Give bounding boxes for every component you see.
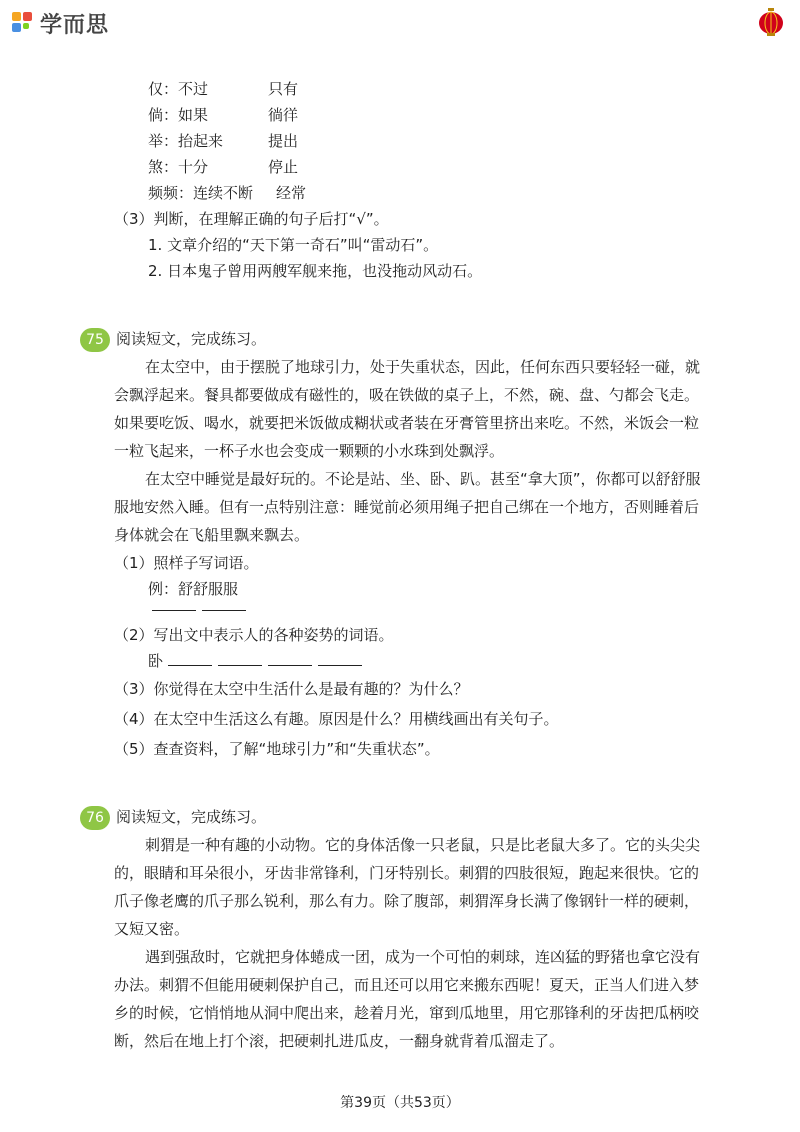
passage-line: 的，眼睛和耳朵很小，牙齿非常锋利，门牙特别长。刺猬的四肢很短，跑起来很快。它的 bbox=[114, 864, 700, 882]
vocab-synonym: 只有 bbox=[268, 80, 299, 98]
statement-item: 1. 文章介绍的“天下第一奇石”叫“雷动石”。 bbox=[148, 236, 439, 254]
exercise-heading bbox=[80, 804, 266, 830]
passage-line: 办法。刺猬不但能用硬刺保护自己，而且还可以用它来搬东西呢！夏天，正当人们进入梦 bbox=[114, 976, 700, 994]
statement-item: 2. 日本鬼子曾用两艘军舰来拖，也没拖动风动石。 bbox=[148, 262, 483, 280]
exercise-number-badge: 76 bbox=[80, 806, 110, 830]
passage-line: 一粒飞起来，一杯子水也会变成一颗颗的小水珠到处飘浮。 bbox=[114, 442, 505, 460]
question-text: （5）查查资料，了解“地球引力”和“失重状态”。 bbox=[114, 740, 440, 758]
question-text: （2）写出文中表示人的各种姿势的词语。 bbox=[114, 626, 394, 644]
vocab-word: 煞：十分 bbox=[148, 158, 209, 176]
exercise-number-badge: 75 bbox=[80, 328, 110, 352]
passage-line: 身体就会在飞船里飘来飘去。 bbox=[114, 526, 310, 544]
answer-blank[interactable] bbox=[318, 651, 362, 666]
lantern-icon bbox=[758, 8, 784, 38]
passage-line: 遇到强敌时，它就把身体蜷成一团，成为一个可怕的刺球，连凶猛的野猪也拿它没有 bbox=[145, 948, 701, 966]
brand-logo bbox=[12, 6, 109, 40]
passage-line: 断，然后在地上打个滚，把硬刺扎进瓜皮，一翻身就背着瓜溜走了。 bbox=[114, 1032, 565, 1050]
passage-line: 在太空中，由于摆脱了地球引力，处于失重状态，因此，任何东西只要轻轻一碰，就 bbox=[145, 358, 701, 376]
question-text: （3）你觉得在太空中生活什么是最有趣的？为什么？ bbox=[114, 680, 469, 698]
exercise-title: 阅读短文，完成练习。 bbox=[116, 330, 267, 348]
example-text: 例：舒舒服服 bbox=[148, 580, 239, 598]
answer-blank[interactable] bbox=[168, 651, 212, 666]
question-text: （1）照样子写词语。 bbox=[114, 554, 259, 572]
passage-line: 在太空中睡觉是最好玩的。不论是站、坐、卧、趴。甚至“拿大顶”，你都可以舒舒服 bbox=[145, 470, 701, 488]
answer-blank[interactable] bbox=[218, 651, 262, 666]
exercise-heading bbox=[80, 326, 266, 352]
logo-text: 学而思 bbox=[40, 12, 110, 38]
passage-line: 又短又密。 bbox=[114, 920, 190, 938]
answer-row bbox=[148, 648, 368, 674]
exercise-title: 阅读短文，完成练习。 bbox=[116, 808, 267, 826]
answer-blank[interactable] bbox=[202, 596, 246, 611]
vocab-word: 仅：不过 bbox=[148, 80, 209, 98]
question-text: （3）判断，在理解正确的句子后打“√”。 bbox=[114, 210, 389, 228]
page-number: 第39页（共53页） bbox=[340, 1095, 460, 1111]
passage-line: 爪子像老鹰的爪子那么锐利，那么有力。除了腹部，刺猬浑身长满了像钢针一样的硬刺， bbox=[114, 892, 700, 910]
vocab-synonym: 提出 bbox=[268, 132, 299, 150]
vocab-word: 举：抬起来 bbox=[148, 132, 224, 150]
answer-blanks[interactable] bbox=[152, 596, 252, 615]
logo-mark-icon bbox=[12, 10, 36, 36]
passage-line: 乡的时候，它悄悄地从洞中爬出来，趁着月光，窜到瓜地里，用它那锋利的牙齿把瓜柄咬 bbox=[114, 1004, 700, 1022]
passage-line: 刺猬是一种有趣的小动物。它的身体活像一只老鼠，只是比老鼠大多了。它的头尖尖 bbox=[145, 836, 701, 854]
vocab-word: 倘：如果 bbox=[148, 106, 209, 124]
vocab-synonym: 徜徉 bbox=[268, 106, 299, 124]
answer-blank[interactable] bbox=[268, 651, 312, 666]
vocab-synonym: 经常 bbox=[276, 184, 307, 202]
question-text: （4）在太空中生活这么有趣。原因是什么？用横线画出有关句子。 bbox=[114, 710, 559, 728]
answer-blank[interactable] bbox=[152, 596, 196, 611]
answer-prefix: 卧 bbox=[148, 652, 164, 670]
passage-line: 会飘浮起来。餐具都要做成有磁性的，吸在铁做的桌子上，不然，碗、盘、勺都会飞走。 bbox=[114, 386, 700, 404]
vocab-word: 频频：连续不断 bbox=[148, 184, 254, 202]
vocab-synonym: 停止 bbox=[268, 158, 299, 176]
passage-line: 服地安然入睡。但有一点特别注意：睡觉前必须用绳子把自己绑在一个地方，否则睡着后 bbox=[114, 498, 700, 516]
passage-line: 如果要吃饭、喝水，就要把米饭做成糊状或者装在牙膏管里挤出来吃。不然，米饭会一粒 bbox=[114, 414, 700, 432]
